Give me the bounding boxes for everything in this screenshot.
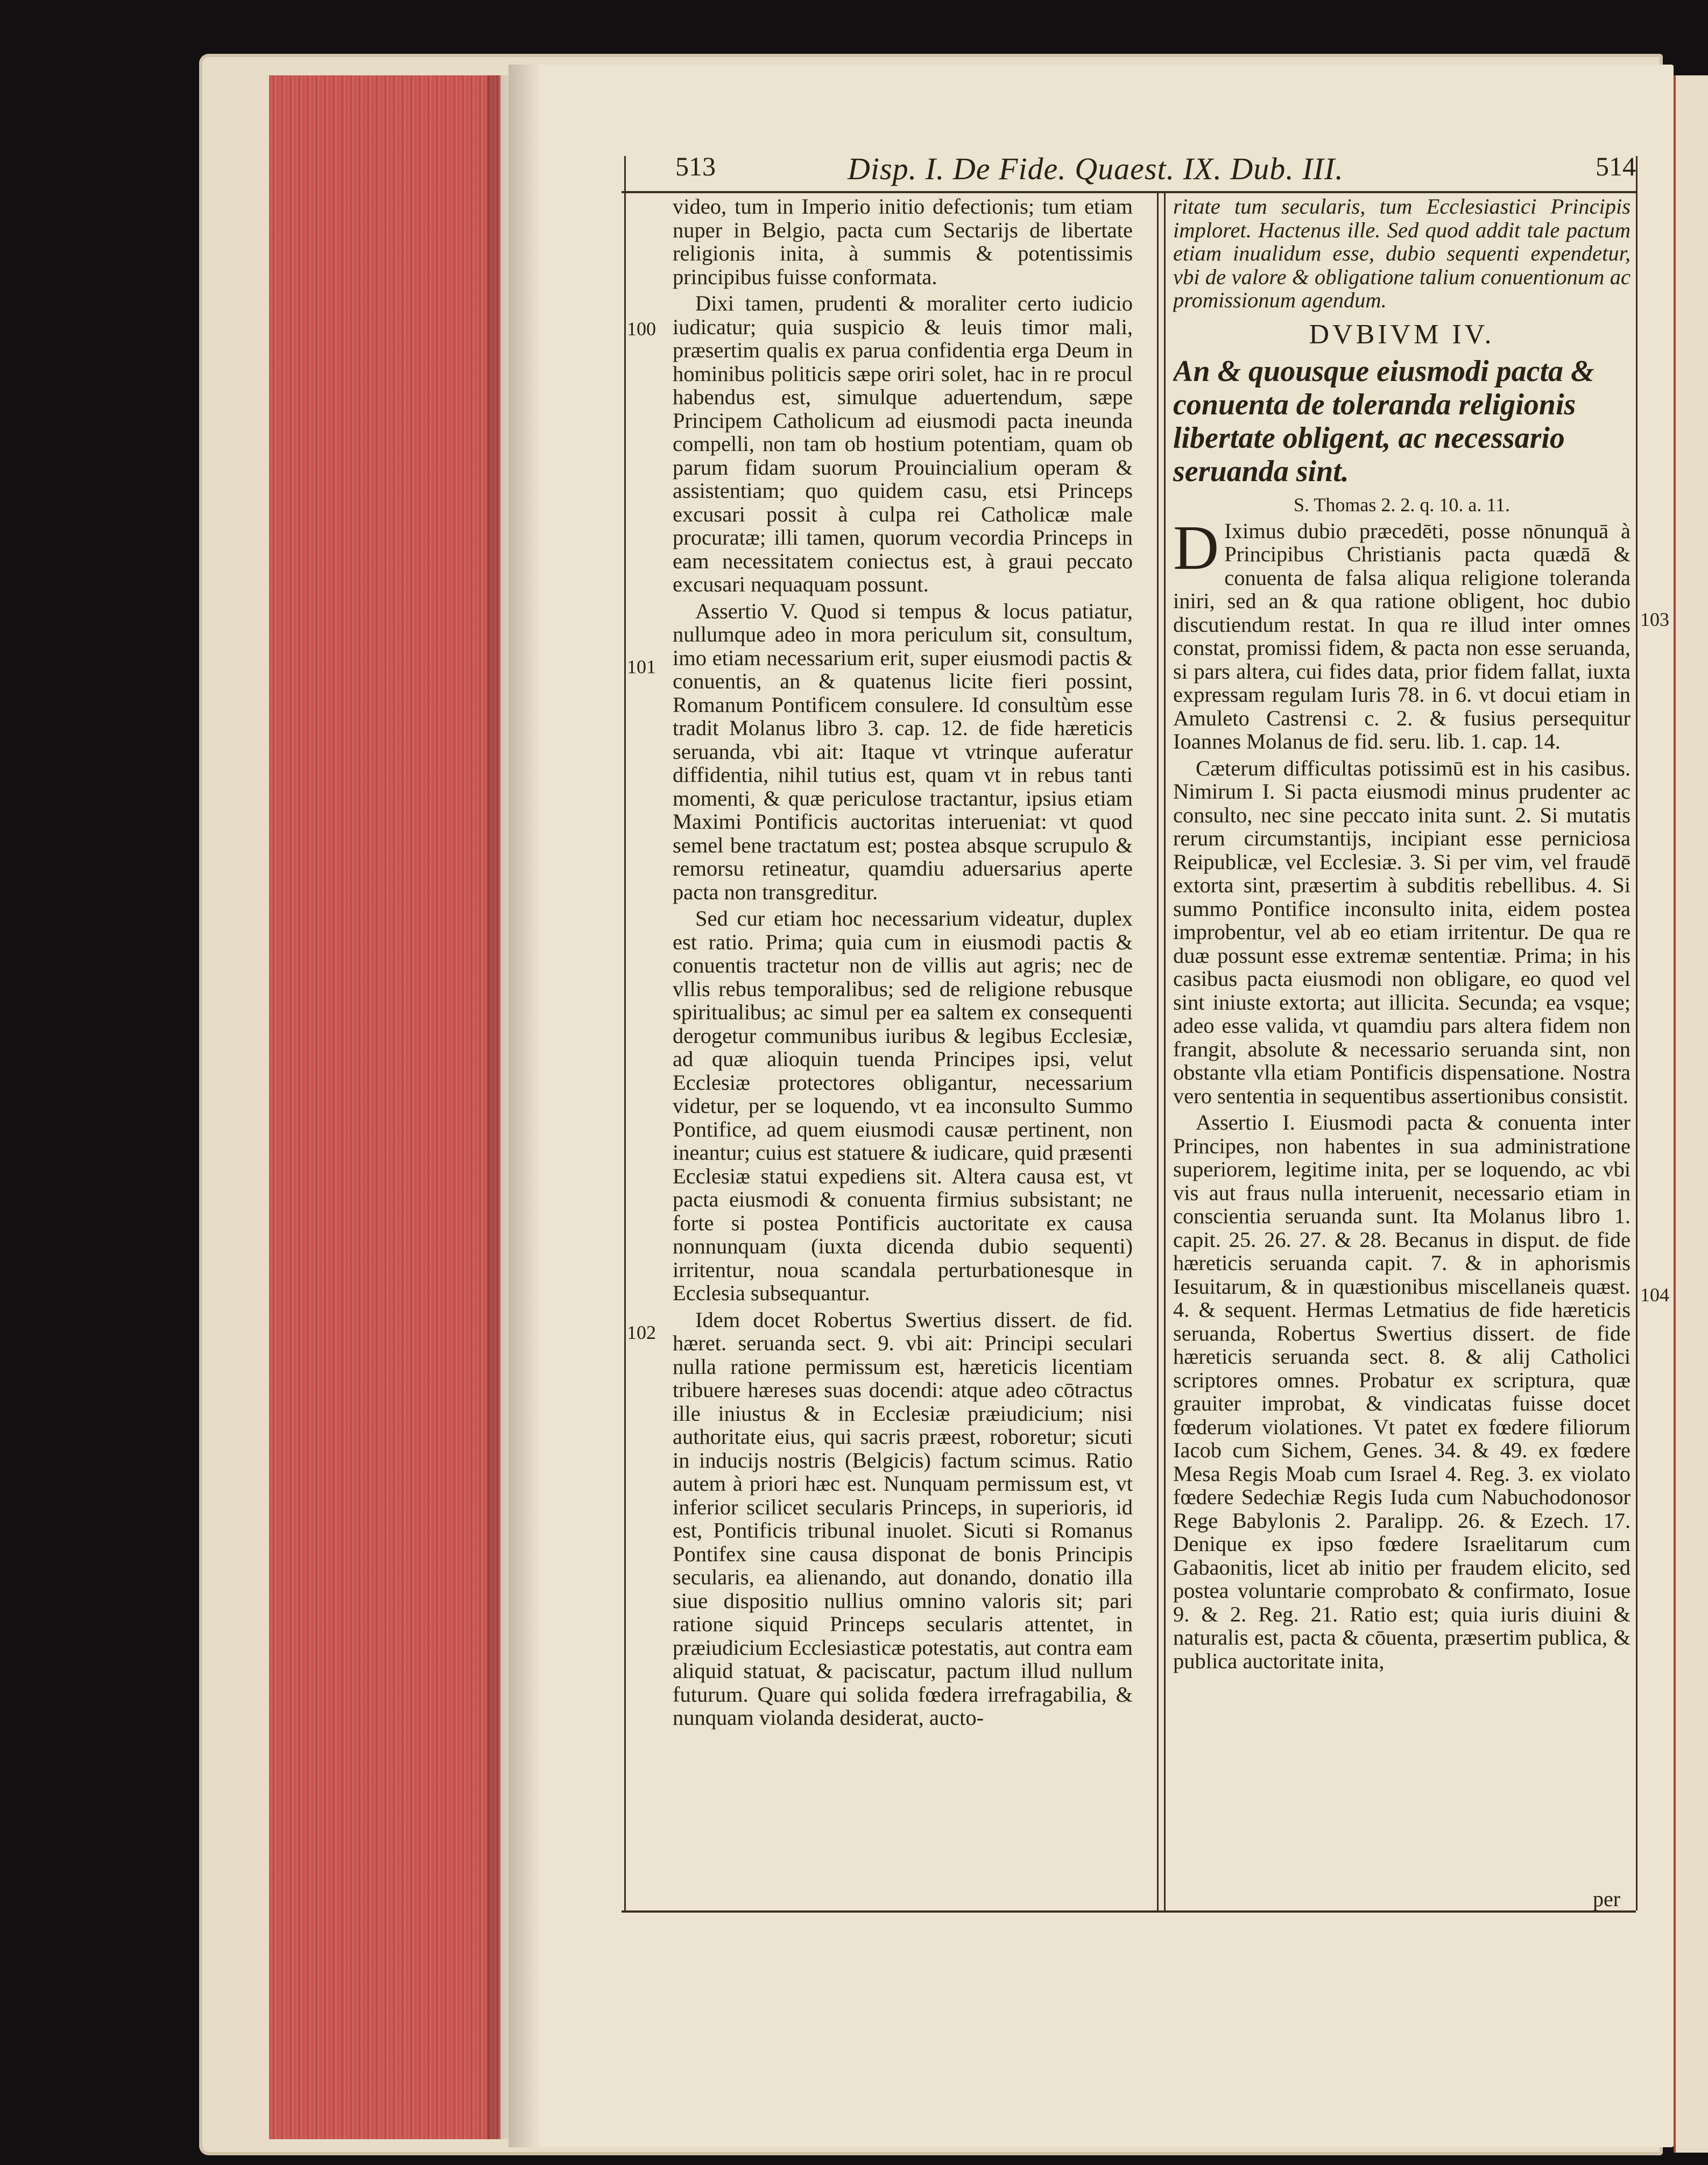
- margin-number-103: 103: [1640, 609, 1669, 630]
- paragraph: Sed cur etiam hoc necessarium videatur, duplex est ratio. Prima; quia cum in eiusmodi pactis & conuentis tractetur non de villis aut agris; nec de vllis rebus temporalibus; sed de religione rebusque spiritualibus; ac simul per ea saltem ex consequenti derogetur communibus iuribus & legibus Ecclesiæ, ad quæ alioquin tuenda Principes ipsi, velut Ecclesiæ protectores obligantur, necessarium videtur, per se loquendo, vt ea inconsulto Summo Pontifice, ad quem eiusmodi causæ pertinent, non ineantur; cuius est statuere & iudicare, quid præsenti Ecclesiæ statui expediens sit. Altera causa est, vt pacta eiusmodi & conuenta firmius subsistant; ne forte si postea Pontificis auctoritate ex causa nonnunquam (iuxta dicenda dubio sequenti) irritentur, noua scandala perturbationesque in Ecclesia subsequantur.: [673, 906, 1133, 1305]
- footer-rule: [622, 1910, 1636, 1913]
- margin-number-102: 102: [627, 1322, 656, 1343]
- left-page-number: 513: [675, 151, 716, 181]
- frame-left-line: [624, 156, 626, 1910]
- paragraph-text: Iximus dubio præcedēti, posse nōnunquā à Principibus Christianis pacta quædā & conuenta de falsa aliqua religione toleranda iniri, sed an & qua ratione obligent, hoc dubio discutiendum restat. In qua re illud inter omnes constat, promissi fidem, & pacta non esse seruanda, si pars altera, cui fides data, prior fidem fallat, iuxta expressam regulam Iuris 78. in 6. vt docui etiam in Amuleto Castrensi c. 2. & fusius persequitur Ioannes Molanus de fid. seru. lib. 1. cap. 14.: [1173, 518, 1631, 753]
- right-page-number: 514: [1596, 151, 1636, 181]
- margin-number-101: 101: [627, 656, 656, 678]
- red-page-edges: [269, 75, 500, 2139]
- paragraph: Dixi tamen, prudenti & moraliter certo iudicio iudicatur; quia suspicio & leuis timor mali, præsertim qualis ex parua confidentia erga Deum in hominibus politicis sæpe oriri solet, hac in re procul habendus est, simulque aduertendum, sæpe Principem Catholicum ad eiusmodi pacta ineunda compelli, non tam ob hostium potentiam, quam ob parum fidam suorum Prouincialium operam & assistentiam; quo quidem casu, etsi Princeps excusari possit à culpa rei Catholicæ male procuratæ; illi tamen, quorum vecordia Princeps in eam necessitatem coniectus est, à graui peccato excusari nequaquam possunt.: [673, 291, 1133, 596]
- paragraph: Assertio V. Quod si tempus & locus patiatur, nullumque adeo in mora periculum sit, consultum, imo etiam necessarium erit, super eiusmodi pactis & conuentis, an & quatenus licite fieri possint, Romanum Pontificem consulere. Id consultùm esse tradit Molanus libro 3. cap. 12. de fide hæreticis seruanda, vbi ait: Itaque vt vtrinque auferatur diffidentia, nihil tutius est, quam vt in rebus tanti momenti, & quæ periculose tractantur, ipsius etiam Maximi Pontificis auctoritas interueniat: vt quod semel bene tractatum est; postea absque scrupulo & remorsu retineatur, quamdiu aduersarius aperte pacta non transgreditur.: [673, 598, 1133, 904]
- paragraph: Cæterum difficultas potissimū est in his casibus. Nimirum I. Si pacta eiusmodi minus prudenter ac consulto, nec sine peccato inita sunt. 2. Si mutatis rerum circumstantijs, incipiant esse perniciosa Reipublicæ, vel Ecclesiæ. 3. Si per vim, vel fraudē extorta sint, præsertim à subditis rebellibus. 4. Si summo Pontifice inconsulto inita, eidem postea improbentur, vel ab eo etiam irritentur. De qua re duæ possunt esse extremæ sententiæ. Prima; in his casibus pacta eiusmodi non obligare, eo quod vel sint iniuste extorta; aut illicita. Secunda; ea vsque; adeo esse valida, vt quamdiu pars altera fidem non frangit, absolute & necessario seruanda sint, non obstante vlla etiam Pontificis dispensatione. Nostra vero sententia in sequentibus assertionibus consistit.: [1173, 756, 1631, 1108]
- gutter-shadow: [509, 65, 541, 2147]
- frame-right-line: [1636, 156, 1638, 1910]
- question-title: An & quousque eiusmodi pacta & conuenta de toleranda religionis libertate obligent, ac necessario seruanda sint.: [1173, 355, 1594, 488]
- running-head: Disp. I. De Fide. Quaest. IX. Dub. III.: [848, 151, 1344, 186]
- left-text-column: [673, 195, 1133, 1906]
- column-divider-inner: [1164, 191, 1166, 1910]
- column-divider: [1157, 191, 1159, 1910]
- paragraph: [1173, 512, 1631, 753]
- paragraph: ritate tum secularis, tum Ecclesiastici Principis imploret. Hactenus ille. Sed quod addit tale pactum etiam inualidum esse, dubio sequenti expendetur, vbi de valore & obligatione talium conuentionum ac promissionum agendum.: [1173, 195, 1631, 312]
- page-header: [622, 151, 1636, 186]
- margin-number-100: 100: [627, 318, 656, 340]
- drop-cap: D: [1173, 512, 1219, 583]
- paragraph: video, tum in Imperio initio defectionis; tum etiam nuper in Belgio, pacta cum Sectarijs de libertate religionis inita, à summis & potentissimis principibus fuisse conformata.: [673, 195, 1133, 289]
- source-reference: S. Thomas 2. 2. q. 10. a. 11.: [1294, 494, 1510, 516]
- margin-number-104: 104: [1640, 1284, 1669, 1306]
- header-rule: [622, 191, 1636, 193]
- catchword: per: [1593, 1887, 1621, 1911]
- paragraph: Assertio I. Eiusmodi pacta & conuenta inter Principes, non habentes in sua administratione superiorem, legitime inita, per se loquendo, ac vbi vis aut fraus nulla interuenit, necessario etiam in conscientia seruanda sunt. Ita Molanus libro 1. capit. 25. 26. 27. & 28. Becanus in disput. de fide hæreticis seruanda capit. 7. & in aphorismis Iesuitarum, & in quæstionibus miscellaneis quæst. 4. & sequent. Hermas Letmatius de fide hæreticis seruanda, Robertus Swertius dissert. de fide hæreticis seruanda sect. 8. & alij Catholici scriptores omnes. Probatur ex scriptura, quæ grauiter improbat, & vindicatas fuisse docet fœderum violationes. Vt patet ex fœdere filiorum Iacob cum Sichem, Genes. 34. & 49. ex fœdere Mesa Regis Moab cum Israel 4. Reg. 3. ex violato fœdere Sedechiæ Regis Iuda cum Nabuchodonosor Rege Babylonis 2. Paralipp. 26. & Ezech. 17. Denique ex ipso fœdere Israelitarum cum Gabaonitis, licet ab initio per fraudem elicito, sed postea voluntarie comprobato & confirmato, Iosue 9. & 2. Reg. 21. Ratio est; quia iuris diuini & naturalis est, pacta & cōuenta, præsertim publica, & publica auctoritate inita,: [1173, 1110, 1631, 1673]
- facing-page-edge: [1674, 75, 1708, 2153]
- section-heading: DVBIVM IV.: [1309, 319, 1495, 350]
- paragraph: Idem docet Robertus Swertius dissert. de fid. hæret. seruanda sect. 9. vbi ait: Principi seculari nulla ratione permissum est, hæreticis licentiam tribuere hæreses suas docendi: atque adeo cōtractus ille iniustus & in Ecclesiæ præiudicium; nisi authoritate eius, qui sacris præest, roboretur; sicuti in inducijs nostris (Belgicis) factum scimus. Ratio autem à priori hæc est. Nunquam permissum est, vt inferior scilicet secularis Princeps, in superioris, id est, Pontificis tribunal inuolet. Sicuti si Romanus Pontifex sine causa disponat de bonis Principis secularis, ea alienando, aut donando, donatio illa siue dispositio nullius omnino valoris sit; pari ratione siquid Princeps secularis attentet, in præiudicium Ecclesiasticæ potestatis, aut contra eam aliquid statuat, & paciscatur, pactum illud nullum futurum. Quare qui solida fœdera irrefragabilia, & nunquam violanda desiderat, aucto-: [673, 1307, 1133, 1730]
- right-text-column: [1173, 195, 1631, 1906]
